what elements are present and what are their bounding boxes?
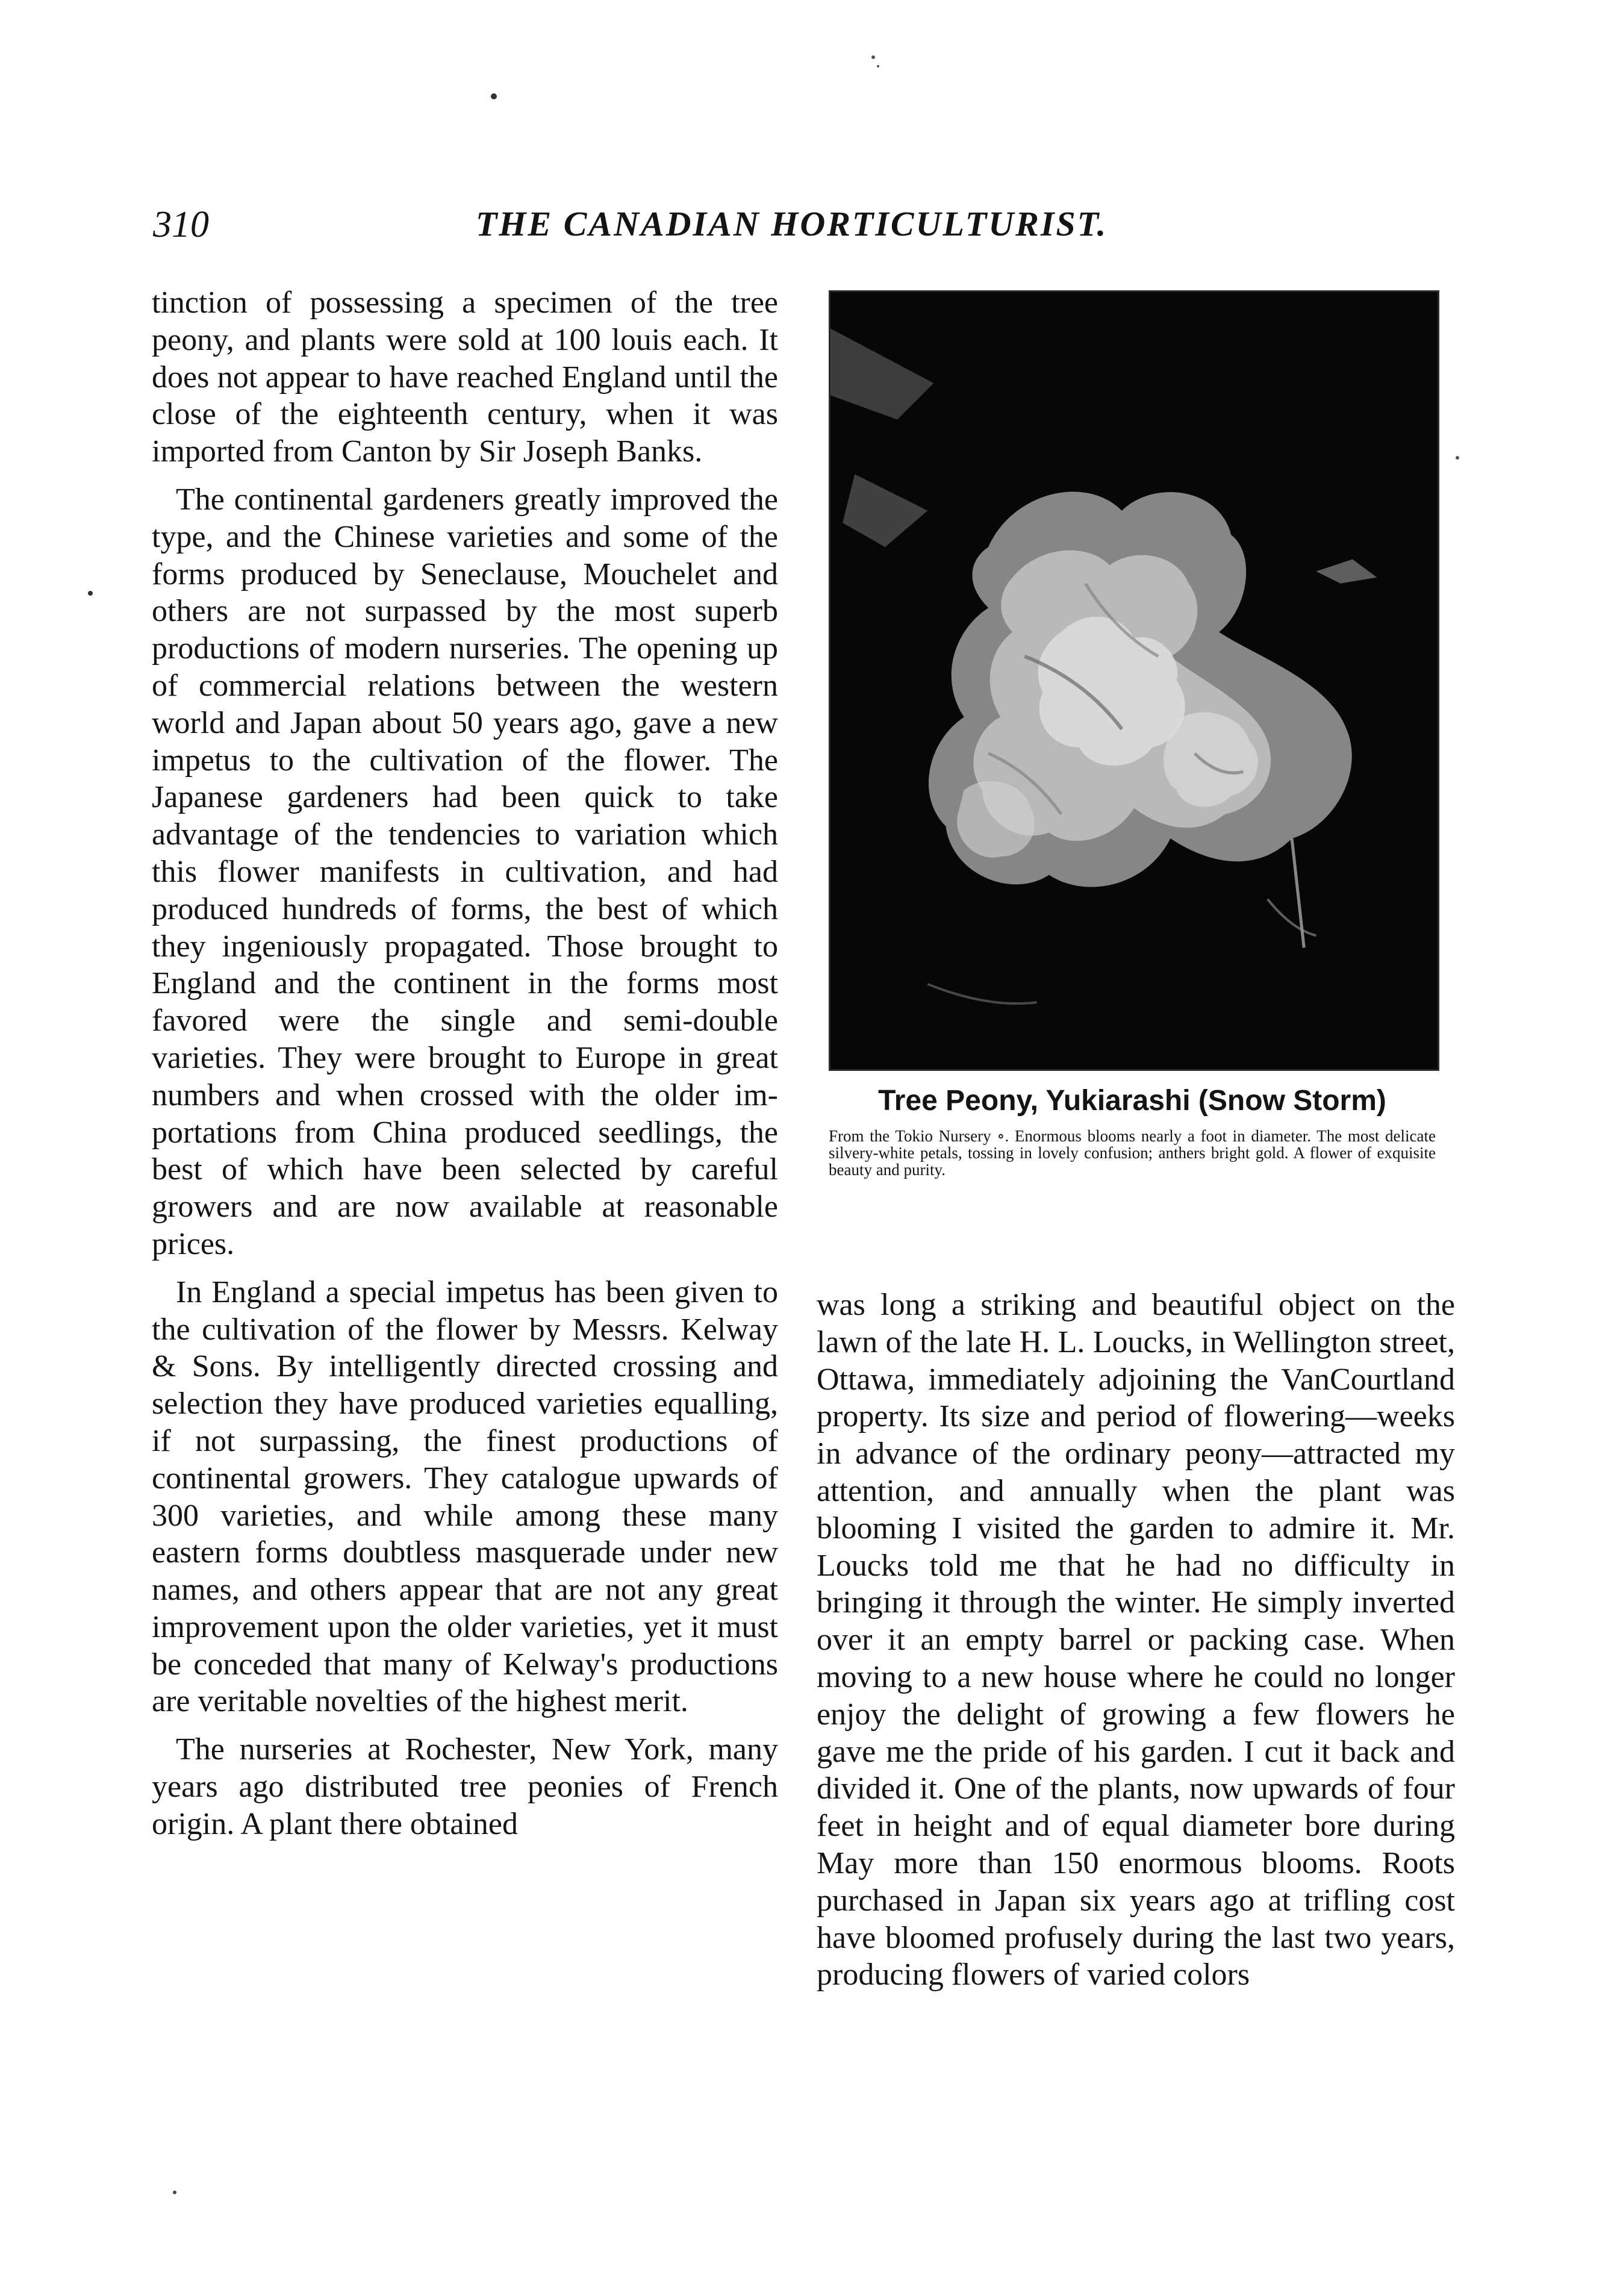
paragraph: In England a special impetus has been given to the cultivation of the flower by Messrs. Kelway & Sons. By intelligently directed crossing and selection they have produced varieties equalling, if not surpassing, the finest productions of continental growers. They catalogue upwards of 300 varieties, and while among these many eastern forms doubtless masquerade under new names, and others appear that are not any great improvement upon the older varieties, yet it must be conceded that many of Kelway's productions are veritable novelties of the highest merit.: [152, 1274, 778, 1719]
page-number: 310: [153, 204, 209, 245]
peony-photograph: [829, 290, 1439, 1071]
running-head: THE CANADIAN HORTICULTURIST.: [476, 204, 1108, 243]
left-column: [152, 284, 778, 1854]
paragraph: tinction of possessing a specimen of the tree peony, and plants were sold at 100 louis each. It does not appear to have reached England until the close of the eighteenth century, when it was imported from Canton by Sir Joseph Banks.: [152, 285, 778, 469]
peony-photo-image: [830, 292, 1438, 1069]
paragraph: The nurseries at Rochester, New York, many years ago distributed tree peonies of French origin. A plant there obtained: [152, 1732, 778, 1841]
right-column: [817, 1287, 1455, 2004]
figure-caption-body: From the Tokio Nursery ∘. Enormous blooms nearly a foot in diameter. The most delicate silvery-white petals, tossing in lovely confusion; anthers bright gold. A flower of exquisite beauty and purity.: [829, 1127, 1436, 1179]
paragraph: The continental gardeners greatly improved the type, and the Chinese varieties and some of the forms produced by Seneclause, Mouchelet and others are not surpassed by the most superb productions of modern nurseries. The opening up of commercial relations between the western world and Japan about 50 years ago, gave a new impetus to the cultivation of the flower. The Japanese gardeners had been quick to take advantage of the tendencies to variation which this flower manifests in cultivation, and had produced hundreds of forms, the best of which they ingeniously propagated. Those brought to England and the continent in the forms most favored were the single and semi-double varieties. They were brought to Europe in great numbers and when crossed with the older importations from China produced seedlings, the best of which have been selected by careful growers and are now available at reasonable prices.: [152, 482, 778, 1261]
figure-caption-title: Tree Peony, Yukiarashi (Snow Storm): [878, 1085, 1386, 1117]
paragraph: was long a striking and beautiful object on the lawn of the late H. L. Loucks, in Wellington street, Ottawa, immediately adjoining the VanCourtland property. Its size and period of flowering—weeks in advance of the ordinary peony—attracted my attention, and annually when the plant was blooming I visited the garden to admire it. Mr. Loucks told me that he had no difficulty in bringing it through the winter. He simply inverted over it an empty barrel or packing case. When moving to a new house where he could no longer enjoy the delight of growing a few flowers he gave me the pride of his garden. I cut it back and divided it. One of the plants, now upwards of four feet in height and of equal diameter bore during May more than 150 enormous blooms. Roots purchased in Japan six years ago at trifling cost have bloomed profusely during the last two years, producing flowers of varied colors: [817, 1288, 1455, 1992]
